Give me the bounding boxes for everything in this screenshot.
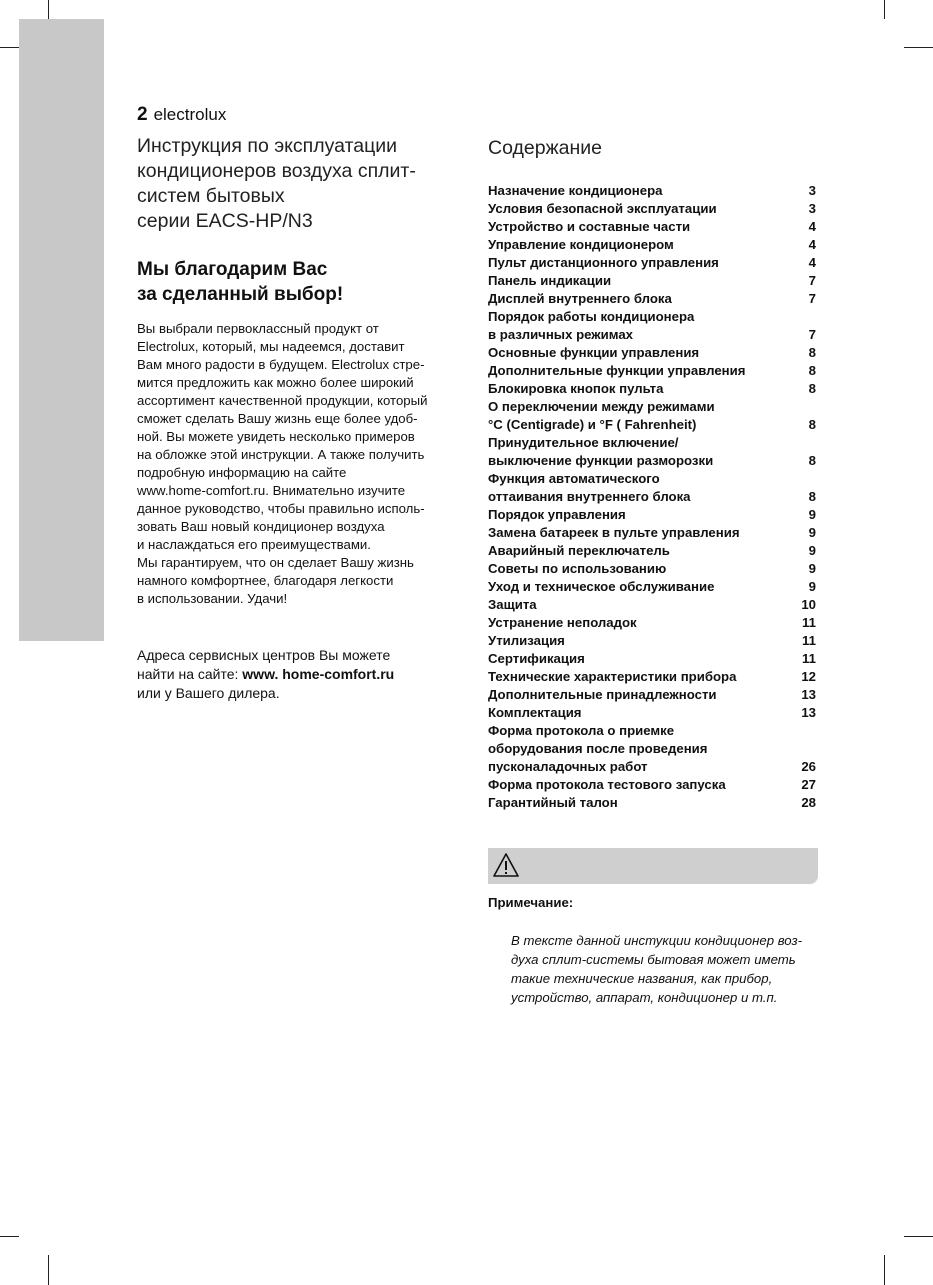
toc-entry-line: Панель индикации	[488, 273, 612, 288]
toc-entry-title	[488, 434, 713, 470]
service-line	[137, 665, 457, 684]
toc-entry-line: выключение функции разморозки	[488, 453, 714, 468]
service-centers-info	[137, 646, 457, 703]
intro-line: ной. Вы можете увидеть несколько примеров	[137, 429, 415, 444]
toc-entry[interactable]	[488, 650, 816, 668]
toc-entry[interactable]	[488, 362, 816, 380]
intro-line: на обложке этой инструкции. А также получить	[137, 447, 425, 462]
intro-line: Electrolux, который, мы надеемся, доставит	[137, 339, 405, 354]
toc-entry-line: °C (Centigrade) и °F ( Fahrenheit)	[488, 417, 697, 432]
toc-entry[interactable]	[488, 524, 816, 542]
toc-entry-title	[488, 200, 717, 218]
note-line: В тексте данной инстукции кондиционер воз-	[511, 933, 803, 948]
toc-entry[interactable]	[488, 668, 816, 686]
toc-entry-title	[488, 542, 670, 560]
toc-entry-line: Пульт дистанционного управления	[488, 255, 719, 270]
toc-entry-page: 9	[808, 507, 816, 522]
toc-entry-title	[488, 632, 565, 650]
toc-entry-line: Порядок управления	[488, 507, 626, 522]
crop-mark	[904, 1236, 933, 1237]
side-color-band	[19, 19, 104, 641]
toc-entry[interactable]	[488, 578, 816, 596]
crop-mark	[48, 1255, 49, 1285]
title-line: Инструкция по эксплуатации	[137, 135, 398, 157]
toc-entry-title	[488, 578, 714, 596]
toc-entry-page: 4	[808, 237, 816, 252]
thanks-line: Мы благодарим Вас	[137, 259, 328, 280]
toc-entry[interactable]	[488, 254, 816, 272]
toc-entry-line: Управление кондиционером	[488, 237, 674, 252]
intro-line: ассортимент качественной продукции, который	[137, 393, 428, 408]
toc-entry-line: в различных режимах	[488, 327, 633, 342]
toc-entry[interactable]	[488, 182, 816, 200]
toc-entry-line: Форма протокола о приемке	[488, 723, 675, 738]
toc-entry[interactable]	[488, 632, 816, 650]
toc-entry-line: Основные функции управления	[488, 345, 700, 360]
intro-line: подробную информацию на сайте	[137, 465, 347, 480]
toc-entry-title	[488, 776, 726, 794]
toc-entry-page: 10	[801, 597, 816, 612]
toc-entry-title	[488, 686, 717, 704]
toc-entry-title	[488, 182, 663, 200]
toc-entry-page: 3	[808, 183, 816, 198]
toc-entry-page: 11	[802, 651, 816, 666]
toc-entry-title	[488, 308, 694, 344]
toc-entry-title	[488, 794, 618, 812]
service-prefix: найти на сайте:	[137, 666, 243, 682]
thanks-line: за сделанный выбор!	[137, 284, 344, 305]
toc-entry[interactable]	[488, 596, 816, 614]
toc-entry-page: 11	[802, 615, 816, 630]
intro-line: Мы гарантируем, что он сделает Вашу жизнь	[137, 555, 414, 570]
toc-entry[interactable]	[488, 272, 816, 290]
document-title	[137, 134, 467, 234]
toc-entry[interactable]	[488, 560, 816, 578]
toc-entry-line: Порядок работы кондиционера	[488, 309, 695, 324]
toc-entry-title	[488, 722, 707, 776]
toc-entry-line: Дополнительные функции управления	[488, 363, 746, 378]
toc-entry-page: 9	[808, 525, 816, 540]
toc-entry-line: Замена батареек в пульте управления	[488, 525, 740, 540]
toc-entry-line: оборудования после проведения	[488, 741, 708, 756]
note-label: Примечание:	[488, 895, 574, 910]
toc-entry[interactable]	[488, 398, 816, 434]
toc-entry-line: Уход и техническое обслуживание	[488, 579, 715, 594]
toc-entry-page: 7	[808, 273, 816, 288]
title-line: кондиционеров воздуха сплит-	[137, 160, 416, 182]
service-line: Адреса сервисных центров Вы можете	[137, 647, 391, 663]
toc-entry-title	[488, 272, 611, 290]
toc-entry-page: 8	[808, 417, 816, 432]
toc-entry[interactable]	[488, 686, 816, 704]
intro-line: www.home-comfort.ru. Внимательно изучите	[137, 483, 406, 498]
website-link[interactable]: www. home-comfort.ru	[242, 666, 395, 682]
intro-line: в использовании. Удачи!	[137, 591, 288, 606]
toc-entry-line: Гарантийный талон	[488, 795, 618, 810]
toc-entry[interactable]	[488, 542, 816, 560]
intro-line: данное руководство, чтобы правильно исполь-	[137, 501, 425, 516]
toc-entry-page: 13	[801, 705, 816, 720]
intro-line: зовать Ваш новый кондиционер воздуха	[137, 519, 385, 534]
toc-entry-page: 27	[801, 777, 816, 792]
toc-title: Содержание	[488, 137, 602, 159]
toc-entry-title	[488, 596, 537, 614]
toc-entry[interactable]	[488, 434, 816, 470]
toc-entry[interactable]	[488, 290, 816, 308]
crop-mark	[0, 1236, 19, 1237]
toc-entry-line: Технические характеристики прибора	[488, 669, 737, 684]
toc-entry[interactable]	[488, 794, 816, 812]
toc-entry-page: 8	[808, 363, 816, 378]
intro-line: сможет сделать Вашу жизнь еще более удоб-	[137, 411, 418, 426]
intro-line: и наслаждаться его преимуществами.	[137, 537, 371, 552]
crop-mark	[884, 0, 885, 19]
toc-entry[interactable]	[488, 308, 816, 344]
toc-entry-line: О переключении между режимами	[488, 399, 715, 414]
toc-entry-line: Устройство и составные части	[488, 219, 691, 234]
toc-entry-title	[488, 614, 637, 632]
toc-entry-title	[488, 344, 699, 362]
toc-entry-title	[488, 524, 740, 542]
thanks-heading	[137, 257, 343, 307]
page-header	[137, 104, 226, 126]
toc-entry-page: 28	[801, 795, 816, 810]
service-line: или у Вашего дилера.	[137, 685, 280, 701]
toc-entry-page: 9	[808, 543, 816, 558]
toc-entry-page: 9	[808, 579, 816, 594]
page-number: 2	[137, 104, 148, 125]
toc-entry-title	[488, 218, 690, 236]
intro-line: мится предложить как можно более широкий	[137, 375, 414, 390]
note-text	[511, 931, 821, 1007]
toc-entry[interactable]	[488, 218, 816, 236]
toc-entry-title	[488, 254, 719, 272]
toc-entry[interactable]	[488, 506, 816, 524]
toc-entry-line: Дополнительные принадлежности	[488, 687, 717, 702]
toc-entry-page: 9	[808, 561, 816, 576]
toc-entry-page: 3	[808, 201, 816, 216]
toc-entry-page: 8	[808, 453, 816, 468]
toc-entry[interactable]	[488, 704, 816, 722]
brand-name: electrolux	[153, 105, 227, 124]
toc-entry-line: Сертификация	[488, 651, 585, 666]
toc-entry-title	[488, 650, 585, 668]
crop-mark	[48, 0, 49, 19]
toc-entry-page: 7	[808, 327, 816, 342]
crop-mark	[0, 47, 19, 48]
intro-line: намного комфортнее, благодаря легкости	[137, 573, 394, 588]
intro-line: Вы выбрали первоклассный продукт от	[137, 321, 379, 336]
toc-entry-title	[488, 470, 691, 506]
toc-entry-title	[488, 506, 626, 524]
toc-entry-title	[488, 362, 745, 380]
note-line: такие технические названия, как прибор,	[511, 971, 773, 986]
toc-entry-page: 13	[801, 687, 816, 702]
toc-entry-line: Блокировка кнопок пульта	[488, 381, 664, 396]
toc-entry-line: Назначение кондиционера	[488, 183, 663, 198]
note-header-bar	[488, 848, 818, 884]
toc-entry-page: 26	[801, 759, 816, 774]
toc-entry-title	[488, 704, 582, 722]
title-line: серии EACS-HP/N3	[137, 210, 313, 232]
table-of-contents	[488, 182, 816, 812]
toc-entry-line: Защита	[488, 597, 537, 612]
toc-entry-line: Принудительное включение/	[488, 435, 679, 450]
toc-entry-line: Утилизация	[488, 633, 565, 648]
toc-entry-page: 4	[808, 219, 816, 234]
toc-entry[interactable]	[488, 614, 816, 632]
intro-line: Вам много радости в будущем. Electrolux стре-	[137, 357, 425, 372]
toc-entry-page: 8	[808, 345, 816, 360]
toc-entry-page: 12	[801, 669, 816, 684]
warning-triangle-icon	[492, 852, 520, 878]
crop-mark	[884, 1255, 885, 1285]
toc-entry-page: 7	[808, 291, 816, 306]
toc-entry-title	[488, 398, 715, 434]
toc-entry-line: Функция автоматического	[488, 471, 660, 486]
toc-entry-line: Форма протокола тестового запуска	[488, 777, 726, 792]
toc-entry-title	[488, 236, 674, 254]
toc-entry-page: 4	[808, 255, 816, 270]
toc-entry-line: Аварийный переключатель	[488, 543, 670, 558]
crop-mark	[904, 47, 933, 48]
note-line: устройство, аппарат, кондиционер и т.п.	[511, 990, 778, 1005]
toc-entry[interactable]	[488, 200, 816, 218]
toc-entry-page: 8	[808, 381, 816, 396]
intro-paragraph	[137, 320, 472, 608]
toc-entry[interactable]	[488, 470, 816, 506]
toc-entry-line: Комплектация	[488, 705, 582, 720]
toc-entry-line: пусконаладочных работ	[488, 759, 648, 774]
toc-entry-line: Устранение неполадок	[488, 615, 637, 630]
toc-entry-page: 8	[808, 489, 816, 504]
toc-entry-page: 11	[802, 633, 816, 648]
toc-entry-line: Условия безопасной эксплуатации	[488, 201, 717, 216]
toc-entry[interactable]	[488, 236, 816, 254]
toc-entry-line: Дисплей внутреннего блока	[488, 291, 672, 306]
toc-entry-line: оттаивания внутреннего блока	[488, 489, 691, 504]
toc-entry-title	[488, 560, 666, 578]
toc-entry[interactable]	[488, 722, 816, 776]
note-line: духа сплит-системы бытовая может иметь	[511, 952, 796, 967]
toc-entry-title	[488, 290, 672, 308]
toc-entry[interactable]	[488, 380, 816, 398]
toc-entry[interactable]	[488, 776, 816, 794]
toc-entry-line: Советы по использованию	[488, 561, 667, 576]
title-line: систем бытовых	[137, 185, 285, 207]
toc-entry-title	[488, 380, 663, 398]
toc-entry-title	[488, 668, 736, 686]
toc-entry[interactable]	[488, 344, 816, 362]
